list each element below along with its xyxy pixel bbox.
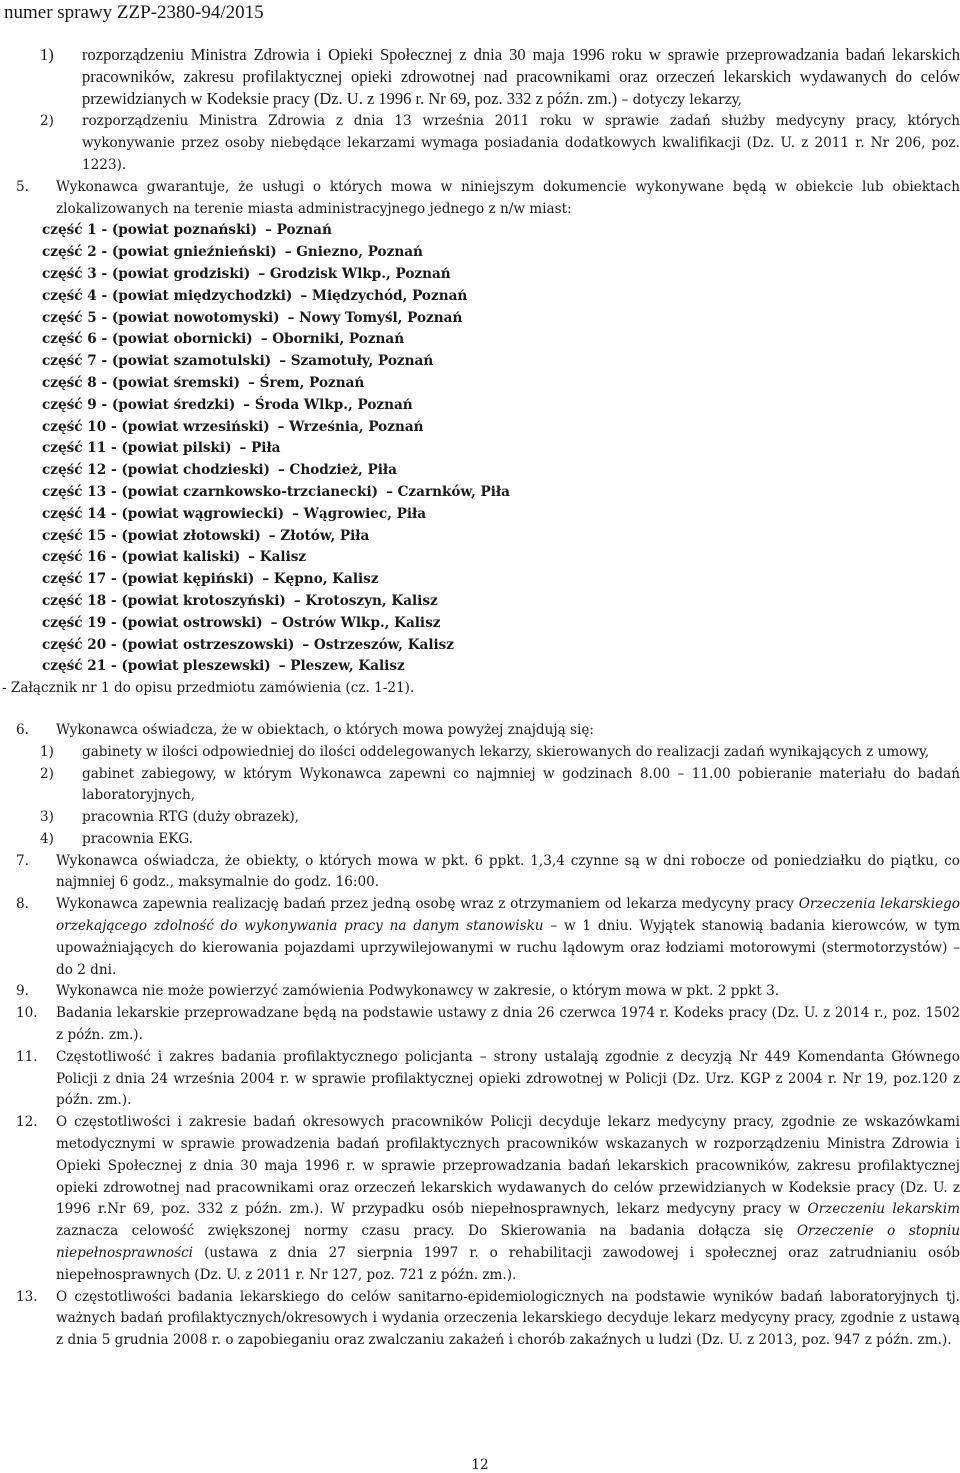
- part-city: Międzychód, Poznań: [311, 287, 468, 304]
- part-city: Grodzisk Wlkp., Poznań: [269, 265, 451, 282]
- paragraph-10: [0, 1003, 960, 1047]
- paragraph-text-italic: Orzeczenie o stopniu niepełnosprawności: [56, 1223, 960, 1262]
- part-item: [0, 526, 960, 548]
- part-label: część 8 - (powiat śremski): [42, 374, 241, 391]
- part-label: część 17 - (powiat kępiński): [42, 571, 255, 588]
- part-item: [0, 329, 960, 351]
- part-city: Środa Wlkp., Poznań: [254, 396, 413, 413]
- part-dash: –: [248, 549, 260, 566]
- paragraph-5: [0, 177, 960, 221]
- part-dash: –: [279, 353, 291, 370]
- part-item: [0, 417, 960, 439]
- attachment-note: - Załącznik nr 1 do opisu przedmiotu zamówienia (cz. 1-21).: [2, 680, 415, 697]
- part-city: Poznań: [276, 222, 332, 239]
- paragraph-text-a: O częstotliwości i zakresie badań okresowych pracowników Policji decyduje lekarz medycyny pracy, zgodnie ze wskazówkami metodycznymi w sprawie prowadzenia badań profilaktycznych pracowników wskazanych w rozporządzeniu Ministra Zdrowia i Opieki Społecznej z dnia 30 maja 1996 r. w sprawie przeprowadzania badań lekarskich pracowników, zakresu profilaktycznej opieki zdrowotnej nad pracownikami oraz orzeczeń lekarskich wydawanych do celów przewidzianych w Kodeksie pracy (Dz. U. z 1996 r.Nr 69, poz. 332 z późn. zm.). W przypadku osób niepełnosprawnych, lekarz medycyny pracy w: [56, 1114, 960, 1218]
- paragraph-text: Wykonawca oświadcza, że w obiektach, o których mowa powyżej znajdują się:: [56, 721, 594, 738]
- paragraph-number: 8.: [16, 896, 29, 913]
- part-item: [0, 395, 960, 417]
- part-label: część 19 - (powiat ostrowski): [42, 614, 263, 631]
- part-item: [0, 460, 960, 482]
- part-item: [0, 308, 960, 330]
- part-city: Wągrowiec, Piła: [303, 505, 427, 522]
- list-number: 1): [40, 743, 54, 760]
- paragraph-text: Wykonawca nie może powierzyć zamówienia Podwykonawcy w zakresie, o którym mowa w pkt. 2 ppkt 3.: [56, 983, 780, 1000]
- part-dash: –: [258, 265, 270, 282]
- list-number: 1): [40, 45, 54, 64]
- paragraph-text: O częstotliwości badania lekarskiego do celów sanitarno-epidemiologicznych na podstawie wyników badań laboratoryjnych tj. ważnych badań profilaktycznych/okresowych i wydania orzeczenia lekarskiego decyduje lekarz medycyny pracy, zgodnie z ustawą z dnia 5 grudnia 2008 r. o zapobieganiu oraz zwalczaniu zakażeń i chorób zakaźnych u ludzi (Dz. U. z 2013, poz. 947 z późn. zm.).: [56, 1288, 960, 1349]
- part-item: [0, 482, 960, 504]
- part-item: [0, 569, 960, 591]
- part-dash: –: [300, 287, 312, 304]
- regulation-text: rozporządzeniu Ministra Zdrowia z dnia 13 września 2011 roku w sprawie zadań służby medycyny pracy, których wykonywanie przez osoby niebędące lekarzami wymaga posiadania dodatkowych kwalifikacji (Dz. U. z 2011 r. Nr 206, poz. 1223).: [82, 113, 960, 173]
- part-label: część 4 - (powiat międzychodzki): [42, 287, 293, 304]
- list-number: 4): [40, 830, 54, 847]
- part-label: część 20 - (powiat ostrzeszowski): [42, 636, 295, 653]
- part-dash: –: [277, 418, 290, 435]
- paragraph-number: 13.: [16, 1288, 38, 1305]
- part-label: część 6 - (powiat obornicki): [42, 331, 253, 348]
- paragraph-text-italic: Orzeczeniu lekarskim: [807, 1201, 960, 1218]
- part-label: część 7 - (powiat szamotulski): [42, 353, 272, 370]
- paragraph-8: [0, 894, 960, 981]
- part-city: Pleszew, Kalisz: [290, 658, 405, 675]
- part-city: Śrem, Poznań: [259, 374, 365, 391]
- paragraph-7: [0, 851, 960, 895]
- part-dash: –: [265, 222, 277, 239]
- part-dash: –: [277, 462, 290, 479]
- part-city: Złotów, Piła: [280, 527, 370, 544]
- part-label: część 2 - (powiat gnieźnieński): [42, 244, 277, 261]
- paragraph-6: [0, 720, 960, 742]
- part-dash: –: [260, 331, 273, 348]
- part-item: [0, 504, 960, 526]
- regulation-text: rozporządzeniu Ministra Zdrowia i Opieki Społecznej z dnia 30 maja 1996 roku w sprawie przeprowadzania badań lekarskich pracowników, zakresu profilaktycznej opieki zdrowotnej nad pracownikami oraz orzeczeń lekarskich wydawanych do celów przewidzianych w Kodeksie pracy (Dz. U. z 1996 r. Nr 69, poz. 332 z późn. zm.): [82, 45, 960, 108]
- part-label: część 13 - (powiat czarnkowsko-trzcianecki): [42, 483, 379, 500]
- facility-item: [0, 829, 960, 851]
- paragraph-number: 6.: [16, 721, 29, 738]
- document-body: [0, 44, 960, 1352]
- part-city: Krotoszyn, Kalisz: [305, 592, 438, 609]
- page-number: 12: [471, 1457, 489, 1473]
- part-label: część 9 - (powiat średzki): [42, 396, 236, 413]
- part-label: część 12 - (powiat chodzieski): [42, 462, 270, 479]
- part-item: [0, 264, 960, 286]
- paragraph-text-c: – w 1 dniu. Wyjątek stanowią badania kierowców, w tym upoważniających do kierowania pojazdami uprzywilejowanymi w ruchu lądowym oraz łodziami motorowymi (stermotorzystów) – do 2 dni.: [56, 918, 960, 978]
- facility-text: pracownia RTG (duży obrazek),: [82, 809, 299, 826]
- part-label: część 16 - (powiat kaliski): [42, 549, 241, 566]
- part-city: Chodzież, Piła: [289, 462, 397, 479]
- paragraph-text-c: zaznacza celowość zwiększonej normy czasu pracy. Do Skierowania na badania dołącza się: [56, 1223, 797, 1240]
- spacer: [0, 700, 960, 720]
- part-label: część 3 - (powiat grodziski): [42, 265, 251, 282]
- facility-item: [0, 807, 960, 829]
- part-item: [0, 351, 960, 373]
- part-item: [0, 635, 960, 657]
- paragraph-number: 5.: [16, 178, 29, 195]
- part-dash: –: [302, 636, 314, 653]
- part-city: Ostrów Wlkp., Kalisz: [282, 614, 441, 631]
- part-label: część 1 - (powiat poznański): [42, 222, 258, 239]
- part-city: Oborniki, Poznań: [272, 331, 405, 348]
- part-dash: –: [243, 396, 255, 413]
- part-label: część 15 - (powiat złotowski): [42, 527, 261, 544]
- part-city: Kalisz: [259, 549, 307, 566]
- paragraph-number: 7.: [16, 852, 29, 869]
- part-city: Piła: [251, 440, 281, 457]
- part-label: część 21 - (powiat pleszewski): [42, 658, 271, 675]
- part-dash: –: [248, 374, 260, 391]
- part-item: [0, 591, 960, 613]
- paragraph-9: [0, 981, 960, 1003]
- paragraph-number: 9.: [16, 983, 29, 1000]
- paragraph-11: [0, 1047, 960, 1112]
- case-number-header: numer sprawy ZZP-2380-94/2015: [4, 2, 264, 23]
- part-city: Nowy Tomyśl, Poznań: [299, 309, 463, 326]
- part-city: Ostrzeszów, Kalisz: [313, 636, 455, 653]
- part-city: Kępno, Kalisz: [273, 571, 379, 588]
- part-city: Czarnków, Piła: [397, 483, 510, 500]
- part-item: [0, 613, 960, 635]
- paragraph-text-italic: Orzeczenia lekarskiego orzekającego zdolność do wykonywania pracy na danym stanowisku: [56, 896, 960, 935]
- part-item: [0, 656, 960, 678]
- part-dash: –: [239, 440, 252, 457]
- paragraph-12: [0, 1112, 960, 1286]
- part-dash: –: [293, 592, 306, 609]
- facility-text: gabinety w ilości odpowiedniej do ilości oddelegowanych lekarzy, skierowanych do realizacji zadań wynikających z umowy,: [82, 743, 930, 760]
- paragraph-text: Wykonawca gwarantuje, że usługi o których mowa w niniejszym dokumencie wykonywane będą w obiekcie lub obiektach zlokalizowanych na terenie miasta administracyjnego jednego z n/w miast:: [56, 178, 960, 217]
- facility-item: [0, 764, 960, 808]
- part-dash: –: [268, 527, 281, 544]
- part-dash: –: [278, 658, 291, 675]
- part-label: część 11 - (powiat pilski): [42, 440, 232, 457]
- paragraph-13: [0, 1287, 960, 1352]
- part-item: [0, 438, 960, 460]
- parts-list: [0, 220, 960, 678]
- part-dash: –: [270, 614, 283, 631]
- paragraph-number: 12.: [16, 1114, 38, 1131]
- facility-item: [0, 742, 960, 764]
- part-label: część 18 - (powiat krotoszyński): [42, 592, 286, 609]
- part-item: [0, 373, 960, 395]
- facility-text: pracownia EKG.: [82, 830, 194, 847]
- paragraph-number: 11.: [16, 1048, 38, 1065]
- list-number: 3): [40, 809, 54, 826]
- part-dash: –: [262, 571, 274, 588]
- part-city: Szamotuły, Poznań: [290, 353, 434, 370]
- regulation-item: [0, 111, 960, 176]
- paragraph-text: Częstotliwość i zakres badania profilaktycznego policjanta – strony ustalają zgodnie z decyzją Nr 449 Komendanta Głównego Policji z dnia 24 września 2004 r. w sprawie profilaktycznej opieki zdrowotnej w Policji (Dz. Urz. KGP z 2004 r. Nr 19, poz.120 z późn. zm.).: [56, 1048, 960, 1109]
- facility-text: gabinet zabiegowy, w którym Wykonawca zapewni co najmniej w godzinach 8.00 – 11.00 pobieranie materiału do badań laboratoryjnych,: [82, 765, 960, 804]
- part-label: część 5 - (powiat nowotomyski): [42, 309, 280, 326]
- list-number: 2): [40, 113, 54, 130]
- paragraph-text: Wykonawca oświadcza, że obiekty, o których mowa w pkt. 6 ppkt. 1,3,4 czynne są w dni robocze od poniedziałku do piątku, co najmniej 6 godz., maksymalnie do godz. 16:00.: [56, 852, 960, 891]
- part-item: [0, 242, 960, 264]
- part-city: Września, Poznań: [289, 418, 424, 435]
- part-item: [0, 286, 960, 308]
- part-dash: –: [292, 505, 304, 522]
- list-number: 2): [40, 765, 54, 782]
- part-label: część 10 - (powiat wrzesiński): [42, 418, 270, 435]
- part-item: [0, 547, 960, 569]
- paragraph-text: Badania lekarskie przeprowadzane będą na podstawie ustawy z dnia 26 czerwca 1974 r. Kodeks pracy (Dz. U. z 2014 r., poz. 1502 z późn. zm.).: [56, 1005, 960, 1044]
- paragraph-number: 10.: [16, 1005, 38, 1022]
- part-city: Gniezno, Poznań: [296, 244, 423, 261]
- part-item: [0, 220, 960, 242]
- paragraph-text-e: (ustawa z dnia 27 sierpnia 1997 r. o rehabilitacji zawodowej i społecznej oraz zatrudnianiu osób niepełnosprawnych (Dz. U. z 2011 r. Nr 127, poz. 721 z późn. zm.).: [56, 1245, 960, 1283]
- paragraph-text-a: Wykonawca zapewnia realizację badań przez jedną osobę wraz z otrzymaniem od lekarza medycyny pracy: [56, 896, 799, 913]
- part-dash: –: [284, 244, 297, 261]
- part-dash: –: [386, 483, 398, 500]
- part-label: część 14 - (powiat wągrowiecki): [42, 505, 285, 522]
- part-dash: –: [287, 309, 300, 326]
- regulation-tail: – dotyczy lekarzy,: [617, 91, 743, 108]
- regulation-item: [0, 44, 960, 111]
